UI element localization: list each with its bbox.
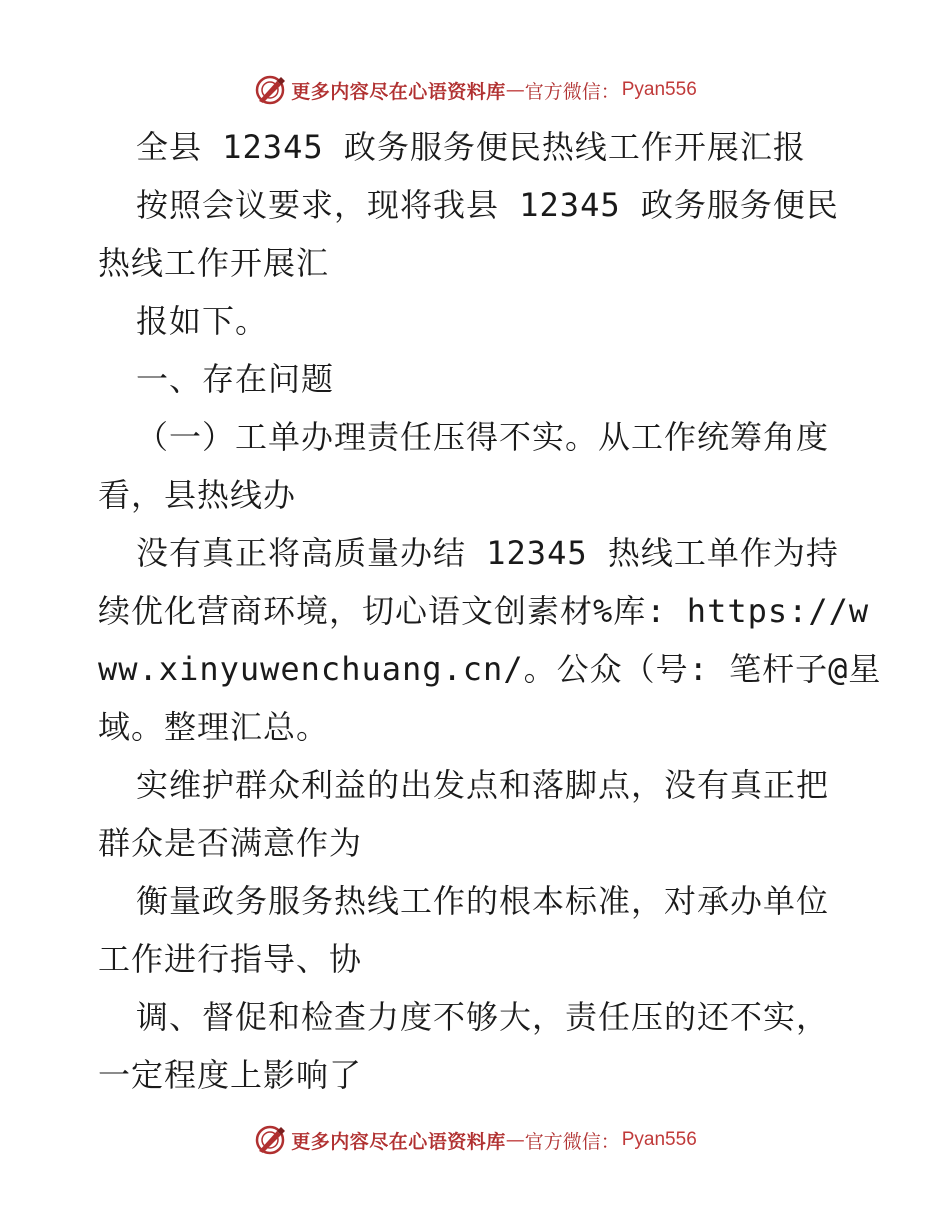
document-title: 全县 12345 政务服务便民热线工作开展汇报	[136, 128, 806, 166]
paragraph-line: 调、督促和检查力度不够大，责任压的还不实，	[136, 998, 830, 1036]
paragraph-line: ww.xinyuwenchuang.cn/。公众（号: 笔杆子@星	[98, 650, 882, 688]
paragraph-line: （一）工单办理责任压得不实。从工作统筹角度	[136, 418, 830, 456]
wechat-label: 官方微信：	[524, 1130, 620, 1153]
header-watermark-banner	[0, 70, 950, 110]
paragraph-line: 衡量政务服务热线工作的根本标准，对承办单位	[136, 882, 830, 920]
pen-logo-icon	[253, 73, 287, 107]
paragraph-line: 没有真正将高质量办结 12345 热线工单作为持	[136, 534, 839, 572]
wechat-handle: Pyan556	[621, 1129, 697, 1150]
brand-text: 更多内容尽在心语资料库	[291, 1130, 506, 1153]
paragraph-line: 域。整理汇总。	[98, 708, 330, 746]
footer-watermark-banner	[0, 1120, 950, 1160]
paragraph-line: 续优化营商环境，切心语文创素材%库: https://w	[98, 592, 870, 630]
wechat-handle: Pyan556	[621, 79, 697, 100]
paragraph-line: 一定程度上影响了	[98, 1056, 363, 1094]
paragraph-line: 看，县热线办	[98, 476, 297, 514]
brand-text: 更多内容尽在心语资料库	[291, 80, 506, 103]
paragraph-line: 工作进行指导、协	[98, 940, 363, 978]
paragraph-line: 实维护群众利益的出发点和落脚点，没有真正把	[136, 766, 830, 804]
paragraph-line: 按照会议要求，现将我县 12345 政务服务便民	[136, 186, 839, 224]
paragraph-line: 群众是否满意作为	[98, 824, 363, 862]
paragraph-line: 报如下。	[136, 302, 269, 340]
document-body	[98, 118, 882, 1104]
pen-logo-icon	[253, 1123, 287, 1157]
paragraph-line: 热线工作开展汇	[98, 244, 330, 282]
section-heading: 一、存在问题	[136, 360, 335, 398]
banner-separator: —	[505, 1129, 525, 1151]
banner-separator: —	[505, 79, 525, 101]
wechat-label: 官方微信：	[524, 80, 620, 103]
